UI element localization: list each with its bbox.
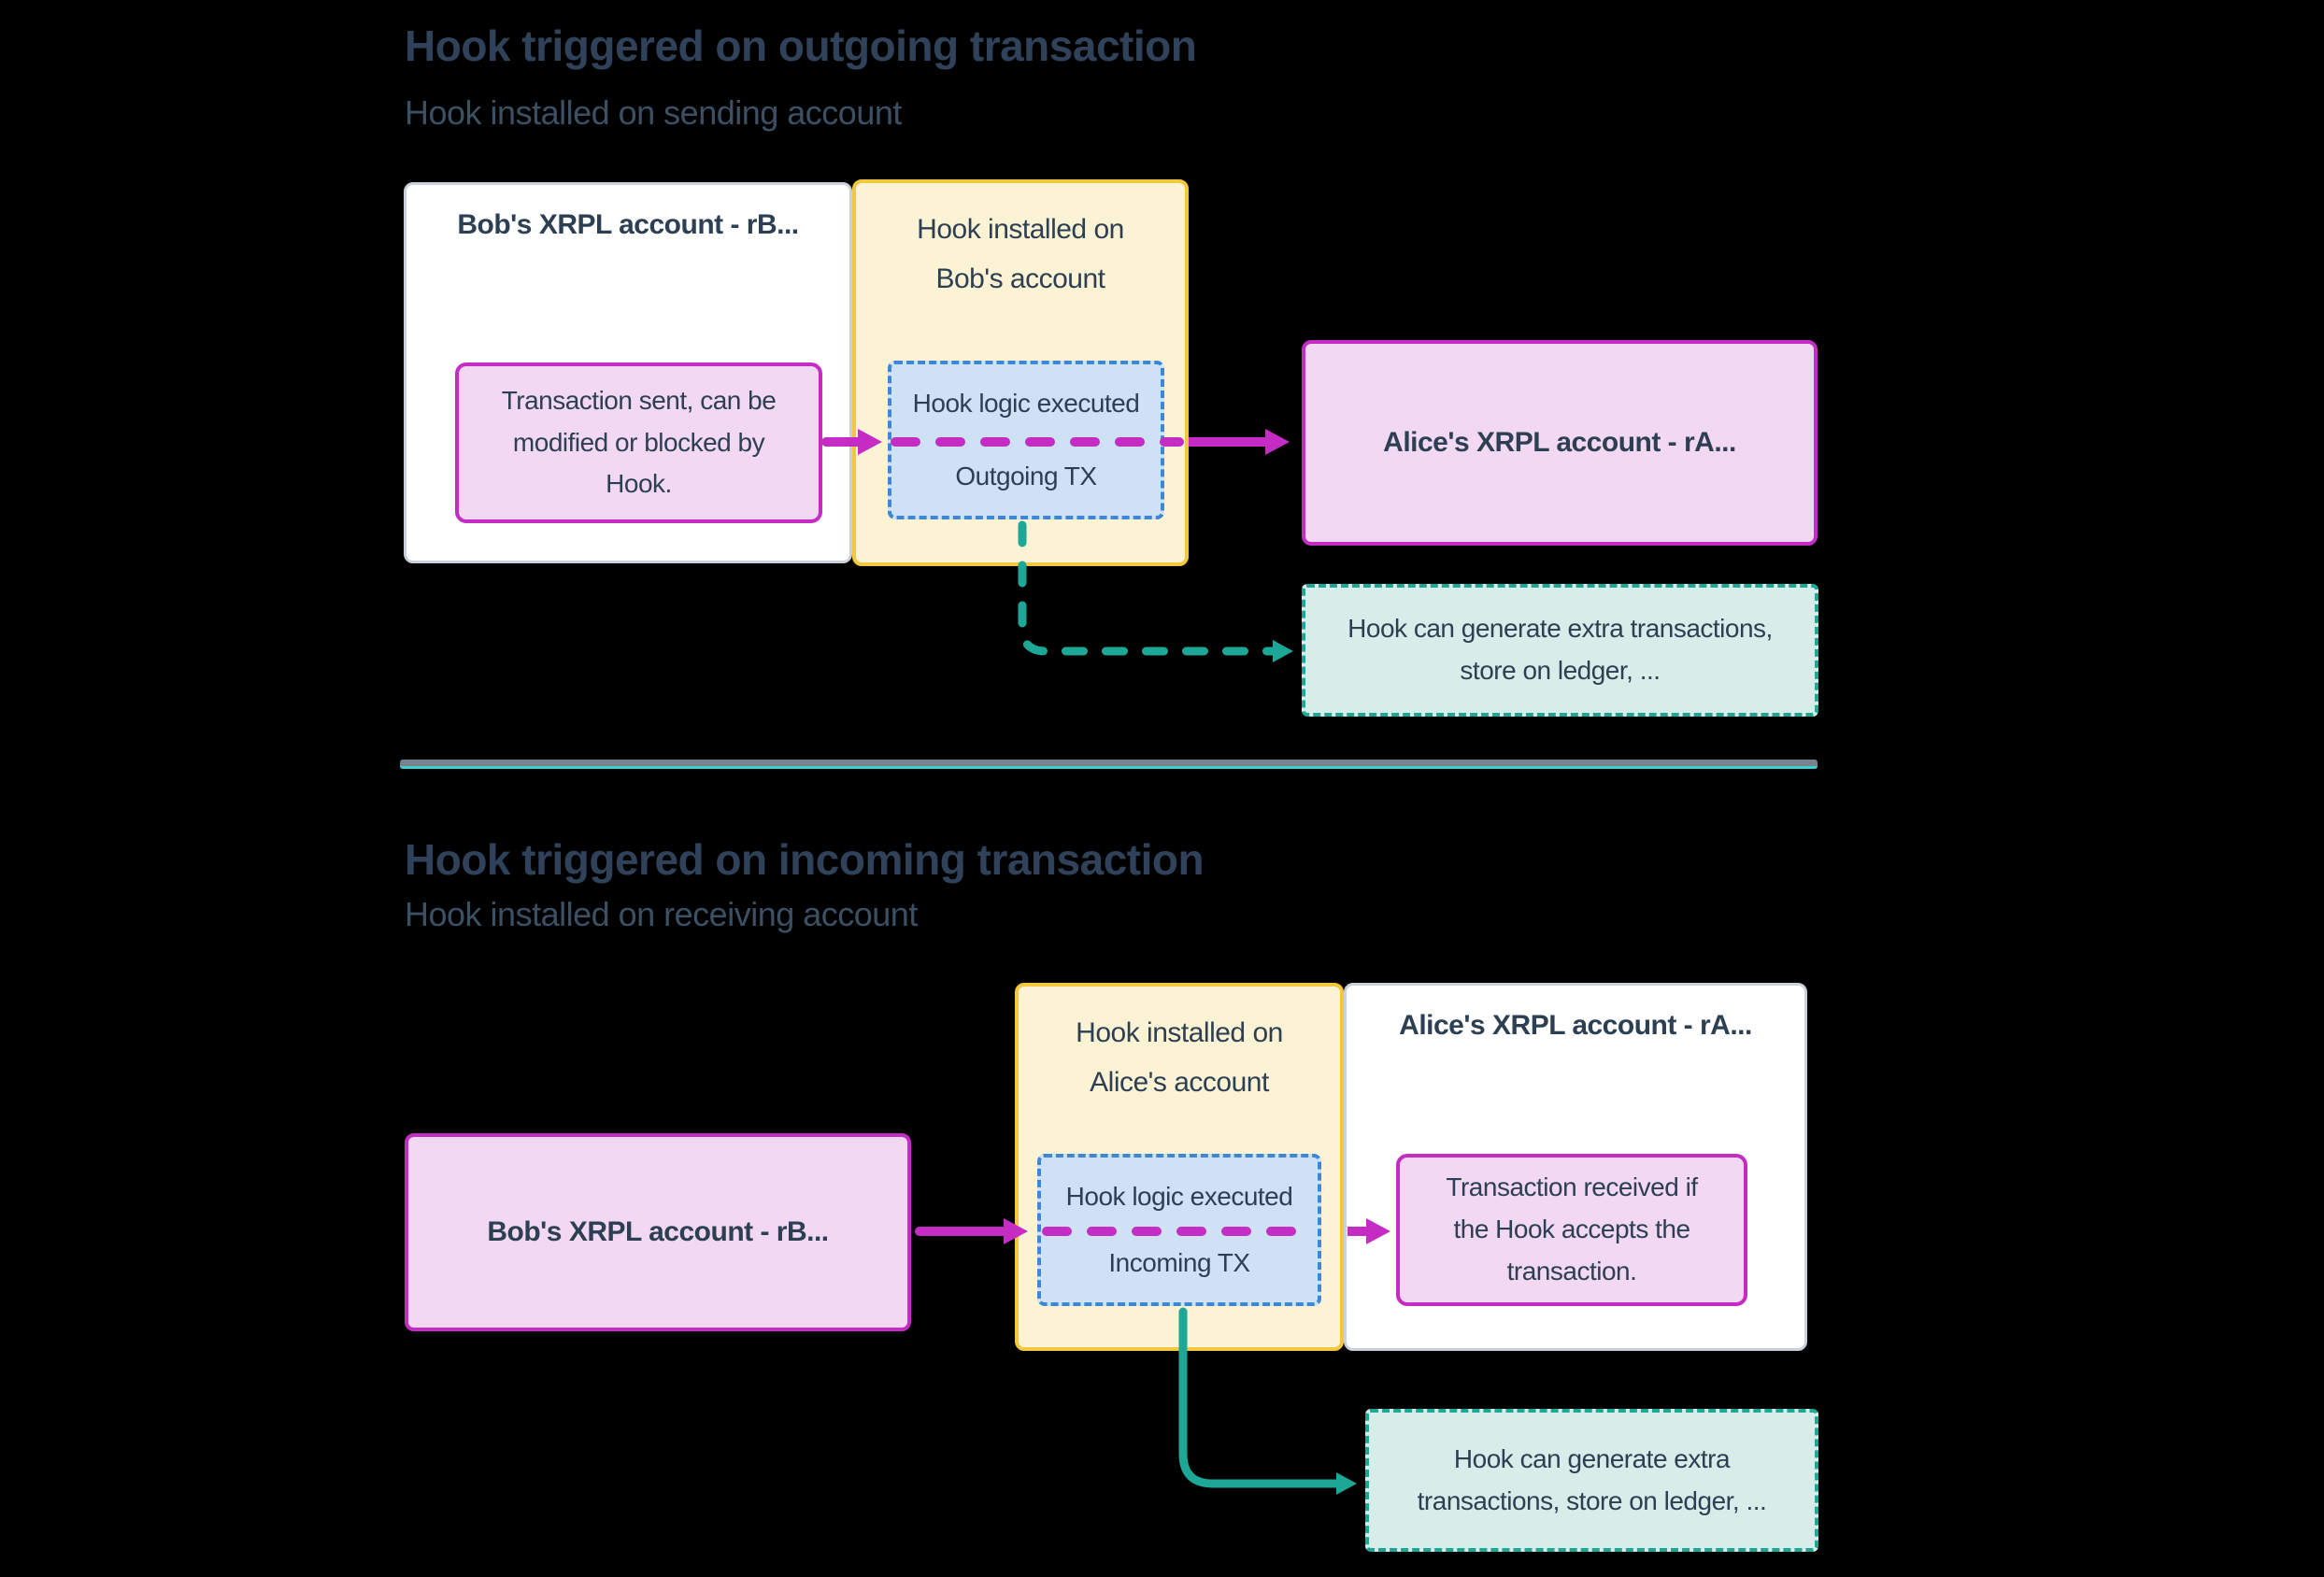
incoming-receiver-account-label: Alice's XRPL account - rA... <box>1399 1010 1752 1041</box>
outgoing-hook-panel-label: Hook installed on Bob's account <box>917 214 1124 294</box>
outgoing-sender-account-label: Bob's XRPL account - rB... <box>457 209 799 240</box>
incoming-side-effect-text: Hook can generate extra transactions, store on ledger, ... <box>1417 1443 1767 1515</box>
incoming-transaction-note-text: Transaction received if the Hook accepts the transaction. <box>1446 1172 1698 1286</box>
incoming-hook-logic-label: Hook logic executed <box>1065 1182 1293 1211</box>
incoming-section-title: Hook triggered on incoming transaction <box>405 835 1205 884</box>
outgoing-tx-label: Outgoing TX <box>955 462 1097 490</box>
incoming-sender-account-box <box>405 1133 911 1331</box>
outgoing-side-effect-box <box>1302 584 1818 717</box>
outgoing-section-subtitle: Hook installed on sending account <box>405 93 902 132</box>
incoming-side-effect-box <box>1365 1409 1818 1552</box>
outgoing-section-title: Hook triggered on outgoing transaction <box>405 21 1197 70</box>
outgoing-transaction-note-box <box>455 362 822 523</box>
outgoing-receiver-account-label: Alice's XRPL account - rA... <box>1383 427 1736 458</box>
incoming-sender-account-label: Bob's XRPL account - rB... <box>487 1216 829 1247</box>
outgoing-hook-logic-box <box>888 361 1164 519</box>
outgoing-side-effect-text: Hook can generate extra transactions, store on ledger, ... <box>1347 614 1773 685</box>
incoming-tx-label: Incoming TX <box>1108 1248 1250 1277</box>
outgoing-receiver-account-box <box>1302 340 1818 546</box>
incoming-section-subtitle: Hook installed on receiving account <box>405 895 918 933</box>
outgoing-hook-logic-label: Hook logic executed <box>912 389 1140 418</box>
outgoing-transaction-note-text: Transaction sent, can be modified or blocked by Hook. <box>501 385 777 499</box>
section-divider <box>400 760 1818 769</box>
incoming-hook-logic-box <box>1037 1154 1321 1306</box>
incoming-hook-panel-label: Hook installed on Alice's account <box>1076 1017 1283 1098</box>
incoming-transaction-note-box <box>1396 1154 1747 1306</box>
